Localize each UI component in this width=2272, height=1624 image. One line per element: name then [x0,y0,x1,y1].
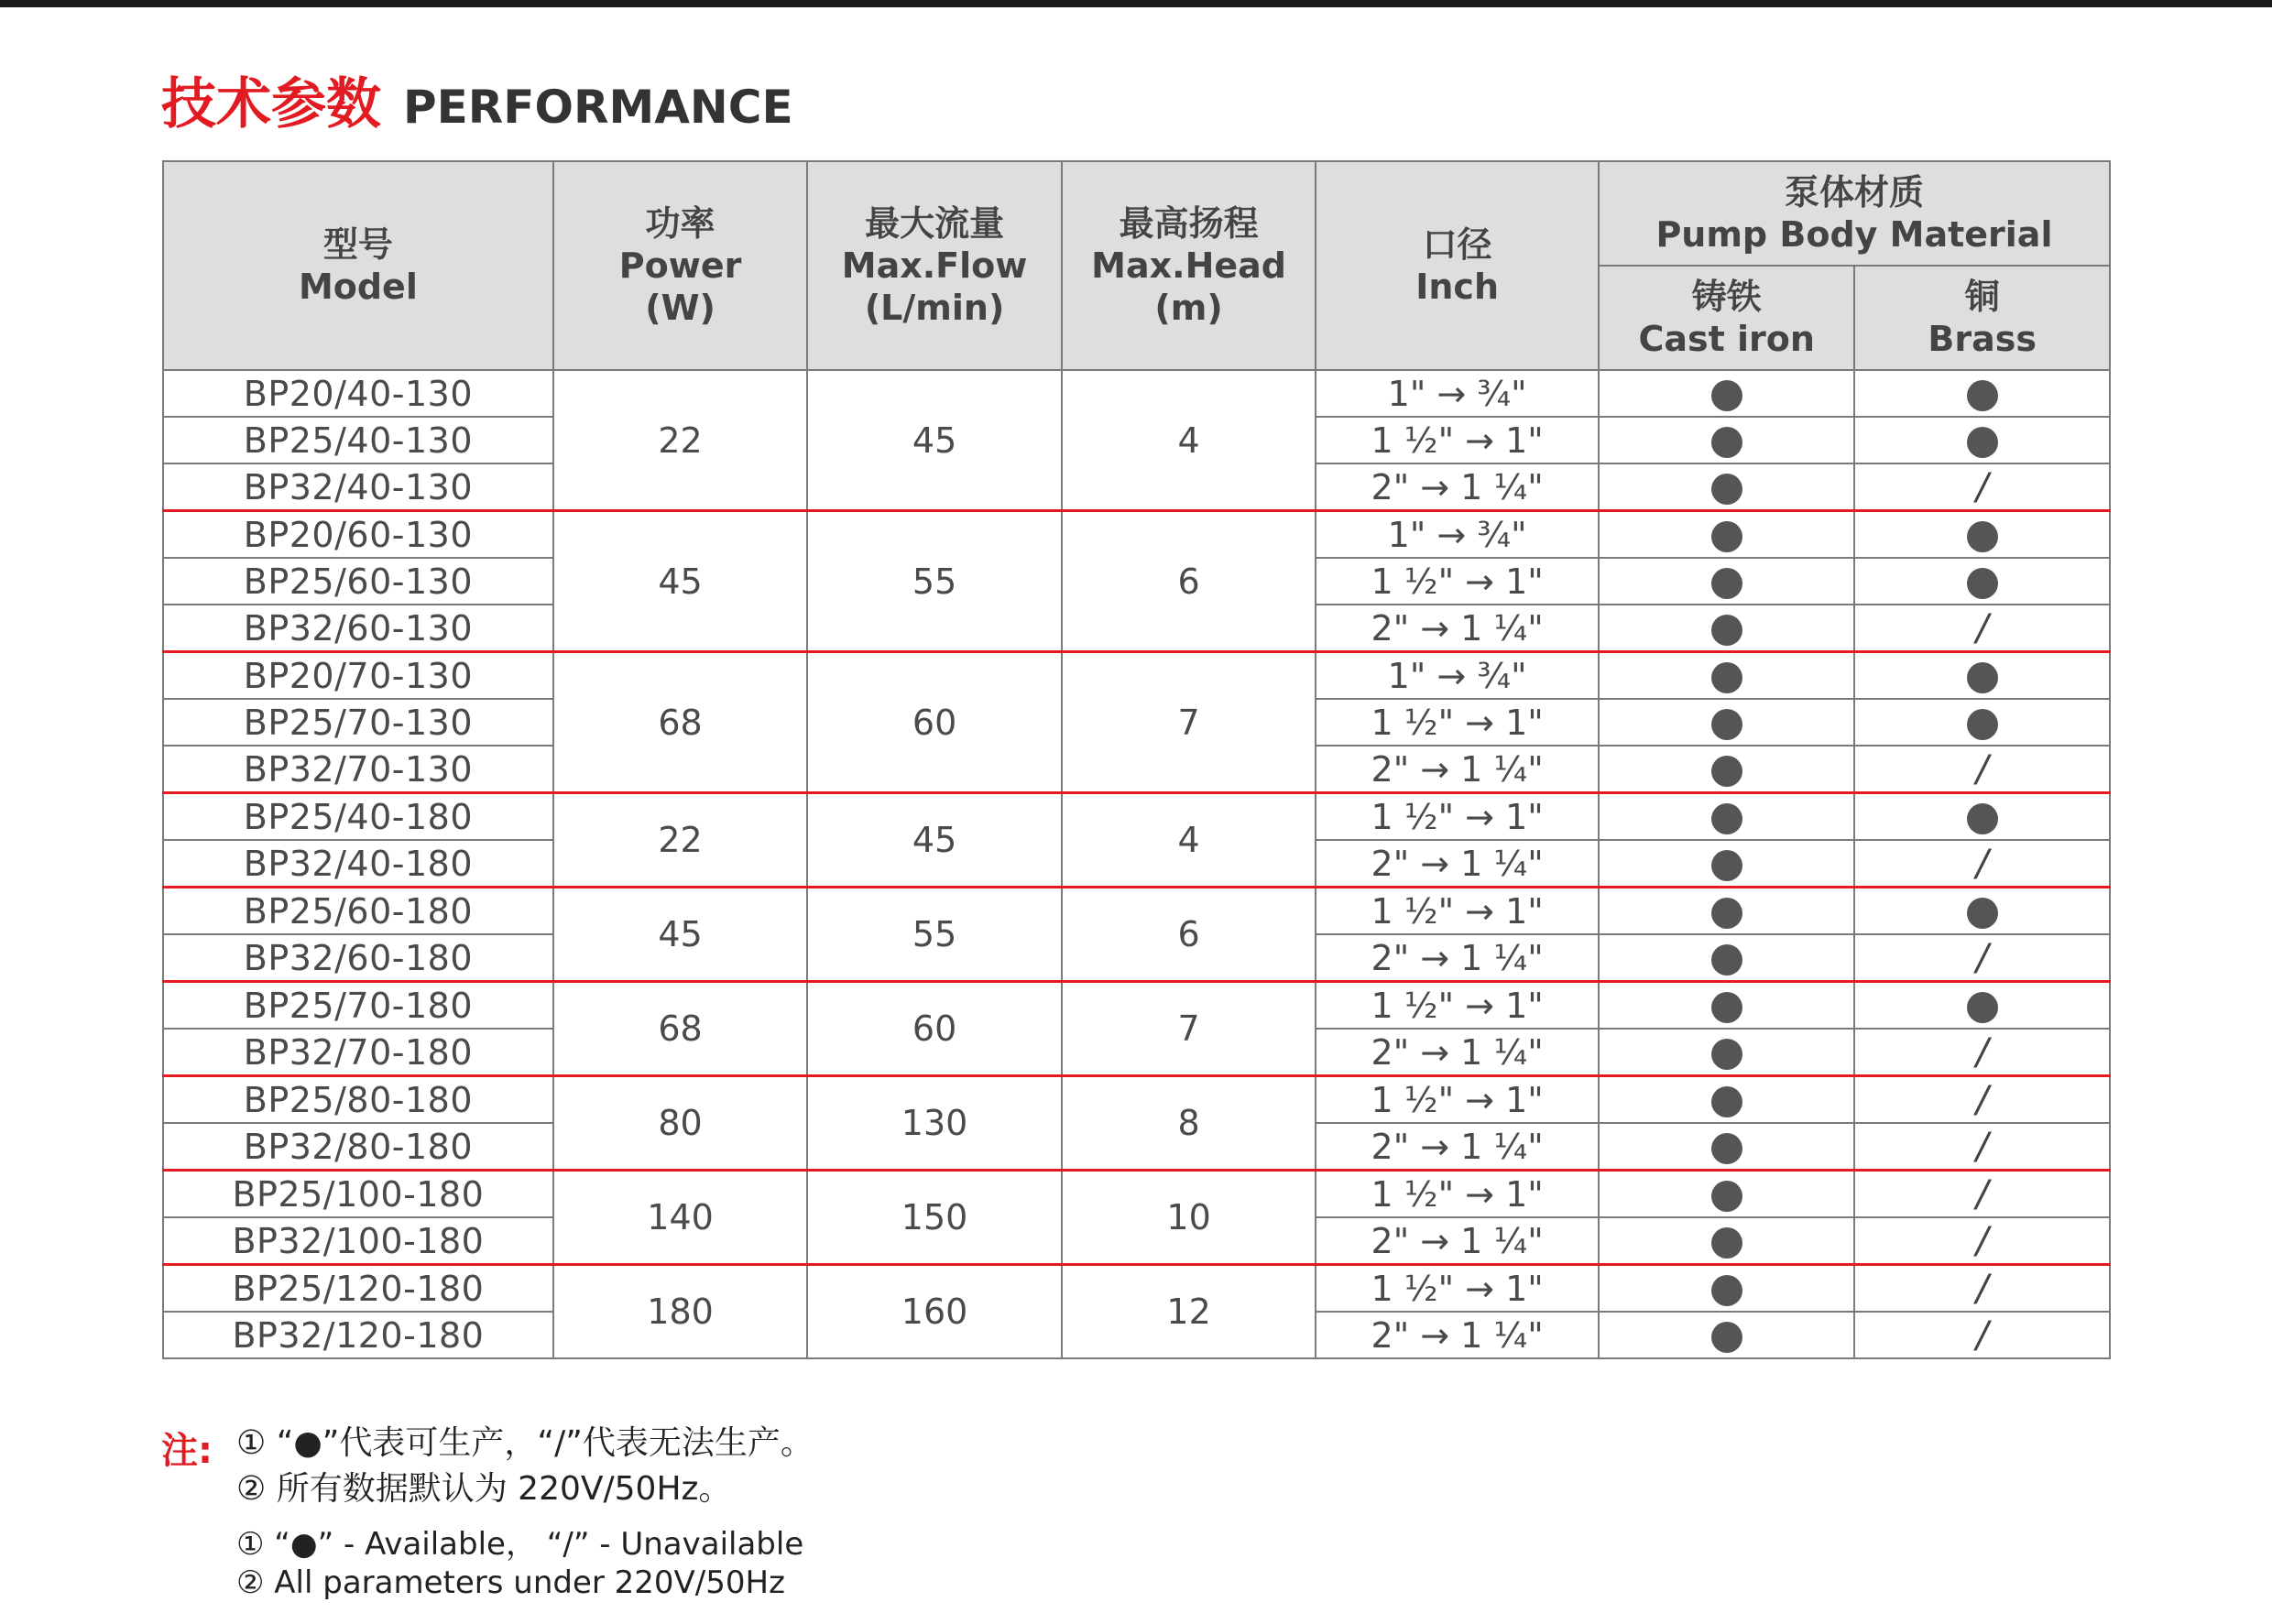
cell-model: BP25/70-130 [163,699,553,746]
available-dot-icon [1711,568,1742,599]
cell-inch: 2" → 1 ¼" [1316,840,1599,888]
cell-model: BP25/40-180 [163,793,553,841]
header-cast-iron: 铸铁 Cast iron [1599,266,1855,370]
table-row [163,1171,2110,1218]
cell-inch: 2" → 1 ¼" [1316,746,1599,793]
cell-brass [1854,1029,2110,1076]
performance-table [162,160,2111,1359]
available-dot-icon [1711,1322,1742,1353]
available-dot-icon [1967,709,1998,740]
available-dot-icon [1967,380,1998,411]
cell-inch: 1 ½" → 1" [1316,1076,1599,1124]
available-dot-icon [1711,662,1742,693]
cell-model: BP25/60-130 [163,558,553,605]
cell-inch: 2" → 1 ¼" [1316,1123,1599,1171]
cell-model: BP20/70-130 [163,652,553,700]
cell-model: BP32/100-180 [163,1217,553,1265]
cell-model: BP25/70-180 [163,982,553,1030]
cell-model: BP25/120-180 [163,1265,553,1313]
cell-inch: 1" → ¾" [1316,370,1599,417]
cell-inch: 1 ½" → 1" [1316,417,1599,463]
available-dot-icon [1711,709,1742,740]
cell-max-flow: 45 [807,370,1062,511]
cell-power: 68 [553,652,808,793]
cell-brass [1854,1076,2110,1124]
available-dot-icon [1711,1275,1742,1306]
cell-cast-iron [1599,605,1855,652]
unavailable-mark: / [1975,1078,1989,1121]
cell-max-flow: 55 [807,511,1062,652]
cell-brass [1854,699,2110,746]
cell-brass [1854,370,2110,417]
available-dot-icon [1711,1181,1742,1212]
unavailable-mark: / [1975,936,1989,979]
cell-inch: 1" → ¾" [1316,652,1599,700]
cell-max-flow: 130 [807,1076,1062,1171]
note-cn-availability: ① “●”代表可生产，“/”代表无法生产。 [236,1424,814,1462]
cell-cast-iron [1599,793,1855,841]
cell-brass [1854,558,2110,605]
title-english: PERFORMANCE [403,81,793,134]
available-dot-icon [1711,380,1742,411]
unavailable-mark: / [1975,1313,1989,1357]
available-dot-icon [1711,615,1742,646]
cell-brass [1854,934,2110,982]
cell-inch: 2" → 1 ¼" [1316,1029,1599,1076]
cell-cast-iron [1599,746,1855,793]
cell-cast-iron [1599,934,1855,982]
header-max-flow: 最大流量 Max.Flow (L/min) [807,161,1062,370]
cell-model: BP32/70-180 [163,1029,553,1076]
cell-cast-iron [1599,652,1855,700]
cell-model: BP32/40-180 [163,840,553,888]
header-model: 型号 Model [163,161,553,370]
available-dot-icon [1711,850,1742,881]
available-dot-icon [1711,756,1742,787]
cell-model: BP32/70-130 [163,746,553,793]
cell-brass [1854,1217,2110,1265]
cell-max-head: 10 [1062,1171,1316,1265]
cell-inch: 2" → 1 ¼" [1316,1312,1599,1358]
unavailable-mark: / [1975,1172,1989,1215]
note-en-voltage: ② All parameters under 220V/50Hz [236,1564,785,1601]
cell-cast-iron [1599,558,1855,605]
table-row [163,888,2110,935]
cell-max-head: 7 [1062,652,1316,793]
cell-brass [1854,840,2110,888]
table-row [163,793,2110,841]
cell-inch: 1 ½" → 1" [1316,699,1599,746]
unavailable-mark: / [1975,1125,1989,1168]
cell-max-head: 12 [1062,1265,1316,1359]
cell-cast-iron [1599,699,1855,746]
cell-max-flow: 150 [807,1171,1062,1265]
title-chinese: 技术参数 [161,72,381,136]
cell-cast-iron [1599,1312,1855,1358]
cell-model: BP32/60-180 [163,934,553,982]
cell-inch: 1 ½" → 1" [1316,793,1599,841]
table-row [163,982,2110,1030]
cell-model: BP25/100-180 [163,1171,553,1218]
cell-max-flow: 160 [807,1265,1062,1359]
cell-power: 45 [553,888,808,982]
cell-max-flow: 60 [807,982,1062,1076]
available-dot-icon [1967,898,1998,929]
available-dot-icon [1711,1086,1742,1117]
available-dot-icon [1711,1133,1742,1164]
cell-cast-iron [1599,1029,1855,1076]
cell-inch: 2" → 1 ¼" [1316,605,1599,652]
cell-brass [1854,746,2110,793]
cell-power: 80 [553,1076,808,1171]
cell-inch: 1 ½" → 1" [1316,1171,1599,1218]
cell-cast-iron [1599,1123,1855,1171]
note-en-availability: ① “●” - Available， “/” - Unavailable [236,1526,804,1563]
cell-brass [1854,463,2110,511]
cell-max-head: 8 [1062,1076,1316,1171]
cell-inch: 2" → 1 ¼" [1316,1217,1599,1265]
unavailable-mark: / [1975,1219,1989,1262]
table-row [163,1076,2110,1124]
available-dot-icon [1711,427,1742,458]
cell-brass [1854,1123,2110,1171]
cell-model: BP32/120-180 [163,1312,553,1358]
cell-max-flow: 60 [807,652,1062,793]
cell-brass [1854,511,2110,559]
unavailable-mark: / [1975,842,1989,885]
header-brass: 铜 Brass [1854,266,2110,370]
cell-brass [1854,605,2110,652]
header-pump-body-material: 泵体材质 Pump Body Material [1599,161,2110,266]
cell-cast-iron [1599,1217,1855,1265]
unavailable-mark: / [1975,747,1989,790]
cell-power: 22 [553,370,808,511]
header-power: 功率 Power (W) [553,161,808,370]
cell-brass [1854,982,2110,1030]
cell-model: BP25/40-130 [163,417,553,463]
available-dot-icon [1711,474,1742,505]
cell-cast-iron [1599,370,1855,417]
available-dot-icon [1967,521,1998,552]
cell-model: BP25/80-180 [163,1076,553,1124]
header-max-head: 最高扬程 Max.Head (m) [1062,161,1316,370]
cell-brass [1854,793,2110,841]
cell-cast-iron [1599,417,1855,463]
available-dot-icon [1711,1227,1742,1259]
cell-power: 22 [553,793,808,888]
cell-max-flow: 45 [807,793,1062,888]
table-row [163,1265,2110,1313]
table-body [163,370,2110,1358]
available-dot-icon [1711,1039,1742,1070]
unavailable-mark: / [1975,606,1989,649]
unavailable-mark: / [1975,1267,1989,1310]
top-border [0,0,2272,7]
cell-max-flow: 55 [807,888,1062,982]
table-row [163,652,2110,700]
cell-cast-iron [1599,463,1855,511]
cell-max-head: 4 [1062,793,1316,888]
cell-max-head: 7 [1062,982,1316,1076]
note-cn-voltage: ② 所有数据默认为 220V/50Hz。 [236,1470,732,1508]
cell-inch: 1 ½" → 1" [1316,888,1599,935]
notes-label: 注: [161,1430,213,1472]
available-dot-icon [1711,992,1742,1023]
cell-cast-iron [1599,1265,1855,1313]
cell-cast-iron [1599,1076,1855,1124]
cell-inch: 1" → ¾" [1316,511,1599,559]
cell-brass [1854,1265,2110,1313]
available-dot-icon [1711,898,1742,929]
cell-cast-iron [1599,982,1855,1030]
unavailable-mark: / [1975,1030,1989,1074]
available-dot-icon [1711,803,1742,834]
cell-max-head: 6 [1062,511,1316,652]
cell-inch: 2" → 1 ¼" [1316,463,1599,511]
available-dot-icon [1711,521,1742,552]
cell-max-head: 6 [1062,888,1316,982]
cell-brass [1854,417,2110,463]
page-title [161,60,793,134]
available-dot-icon [1967,803,1998,834]
unavailable-mark: / [1975,465,1989,508]
cell-inch: 2" → 1 ¼" [1316,934,1599,982]
cell-power: 68 [553,982,808,1076]
cell-inch: 1 ½" → 1" [1316,558,1599,605]
cell-brass [1854,1171,2110,1218]
cell-brass [1854,888,2110,935]
cell-model: BP32/60-130 [163,605,553,652]
cell-inch: 1 ½" → 1" [1316,1265,1599,1313]
cell-model: BP20/40-130 [163,370,553,417]
available-dot-icon [1967,427,1998,458]
cell-cast-iron [1599,888,1855,935]
available-dot-icon [1711,944,1742,975]
available-dot-icon [1967,568,1998,599]
header-inch: 口径 Inch [1316,161,1599,370]
cell-power: 180 [553,1265,808,1359]
cell-model: BP32/80-180 [163,1123,553,1171]
cell-brass [1854,1312,2110,1358]
cell-model: BP25/60-180 [163,888,553,935]
cell-model: BP20/60-130 [163,511,553,559]
cell-max-head: 4 [1062,370,1316,511]
cell-cast-iron [1599,1171,1855,1218]
cell-model: BP32/40-130 [163,463,553,511]
cell-inch: 1 ½" → 1" [1316,982,1599,1030]
table-row [163,511,2110,559]
available-dot-icon [1967,992,1998,1023]
cell-power: 45 [553,511,808,652]
cell-cast-iron [1599,511,1855,559]
cell-power: 140 [553,1171,808,1265]
available-dot-icon [1967,662,1998,693]
table-header [163,161,2110,370]
cell-cast-iron [1599,840,1855,888]
cell-brass [1854,652,2110,700]
table-row [163,370,2110,417]
